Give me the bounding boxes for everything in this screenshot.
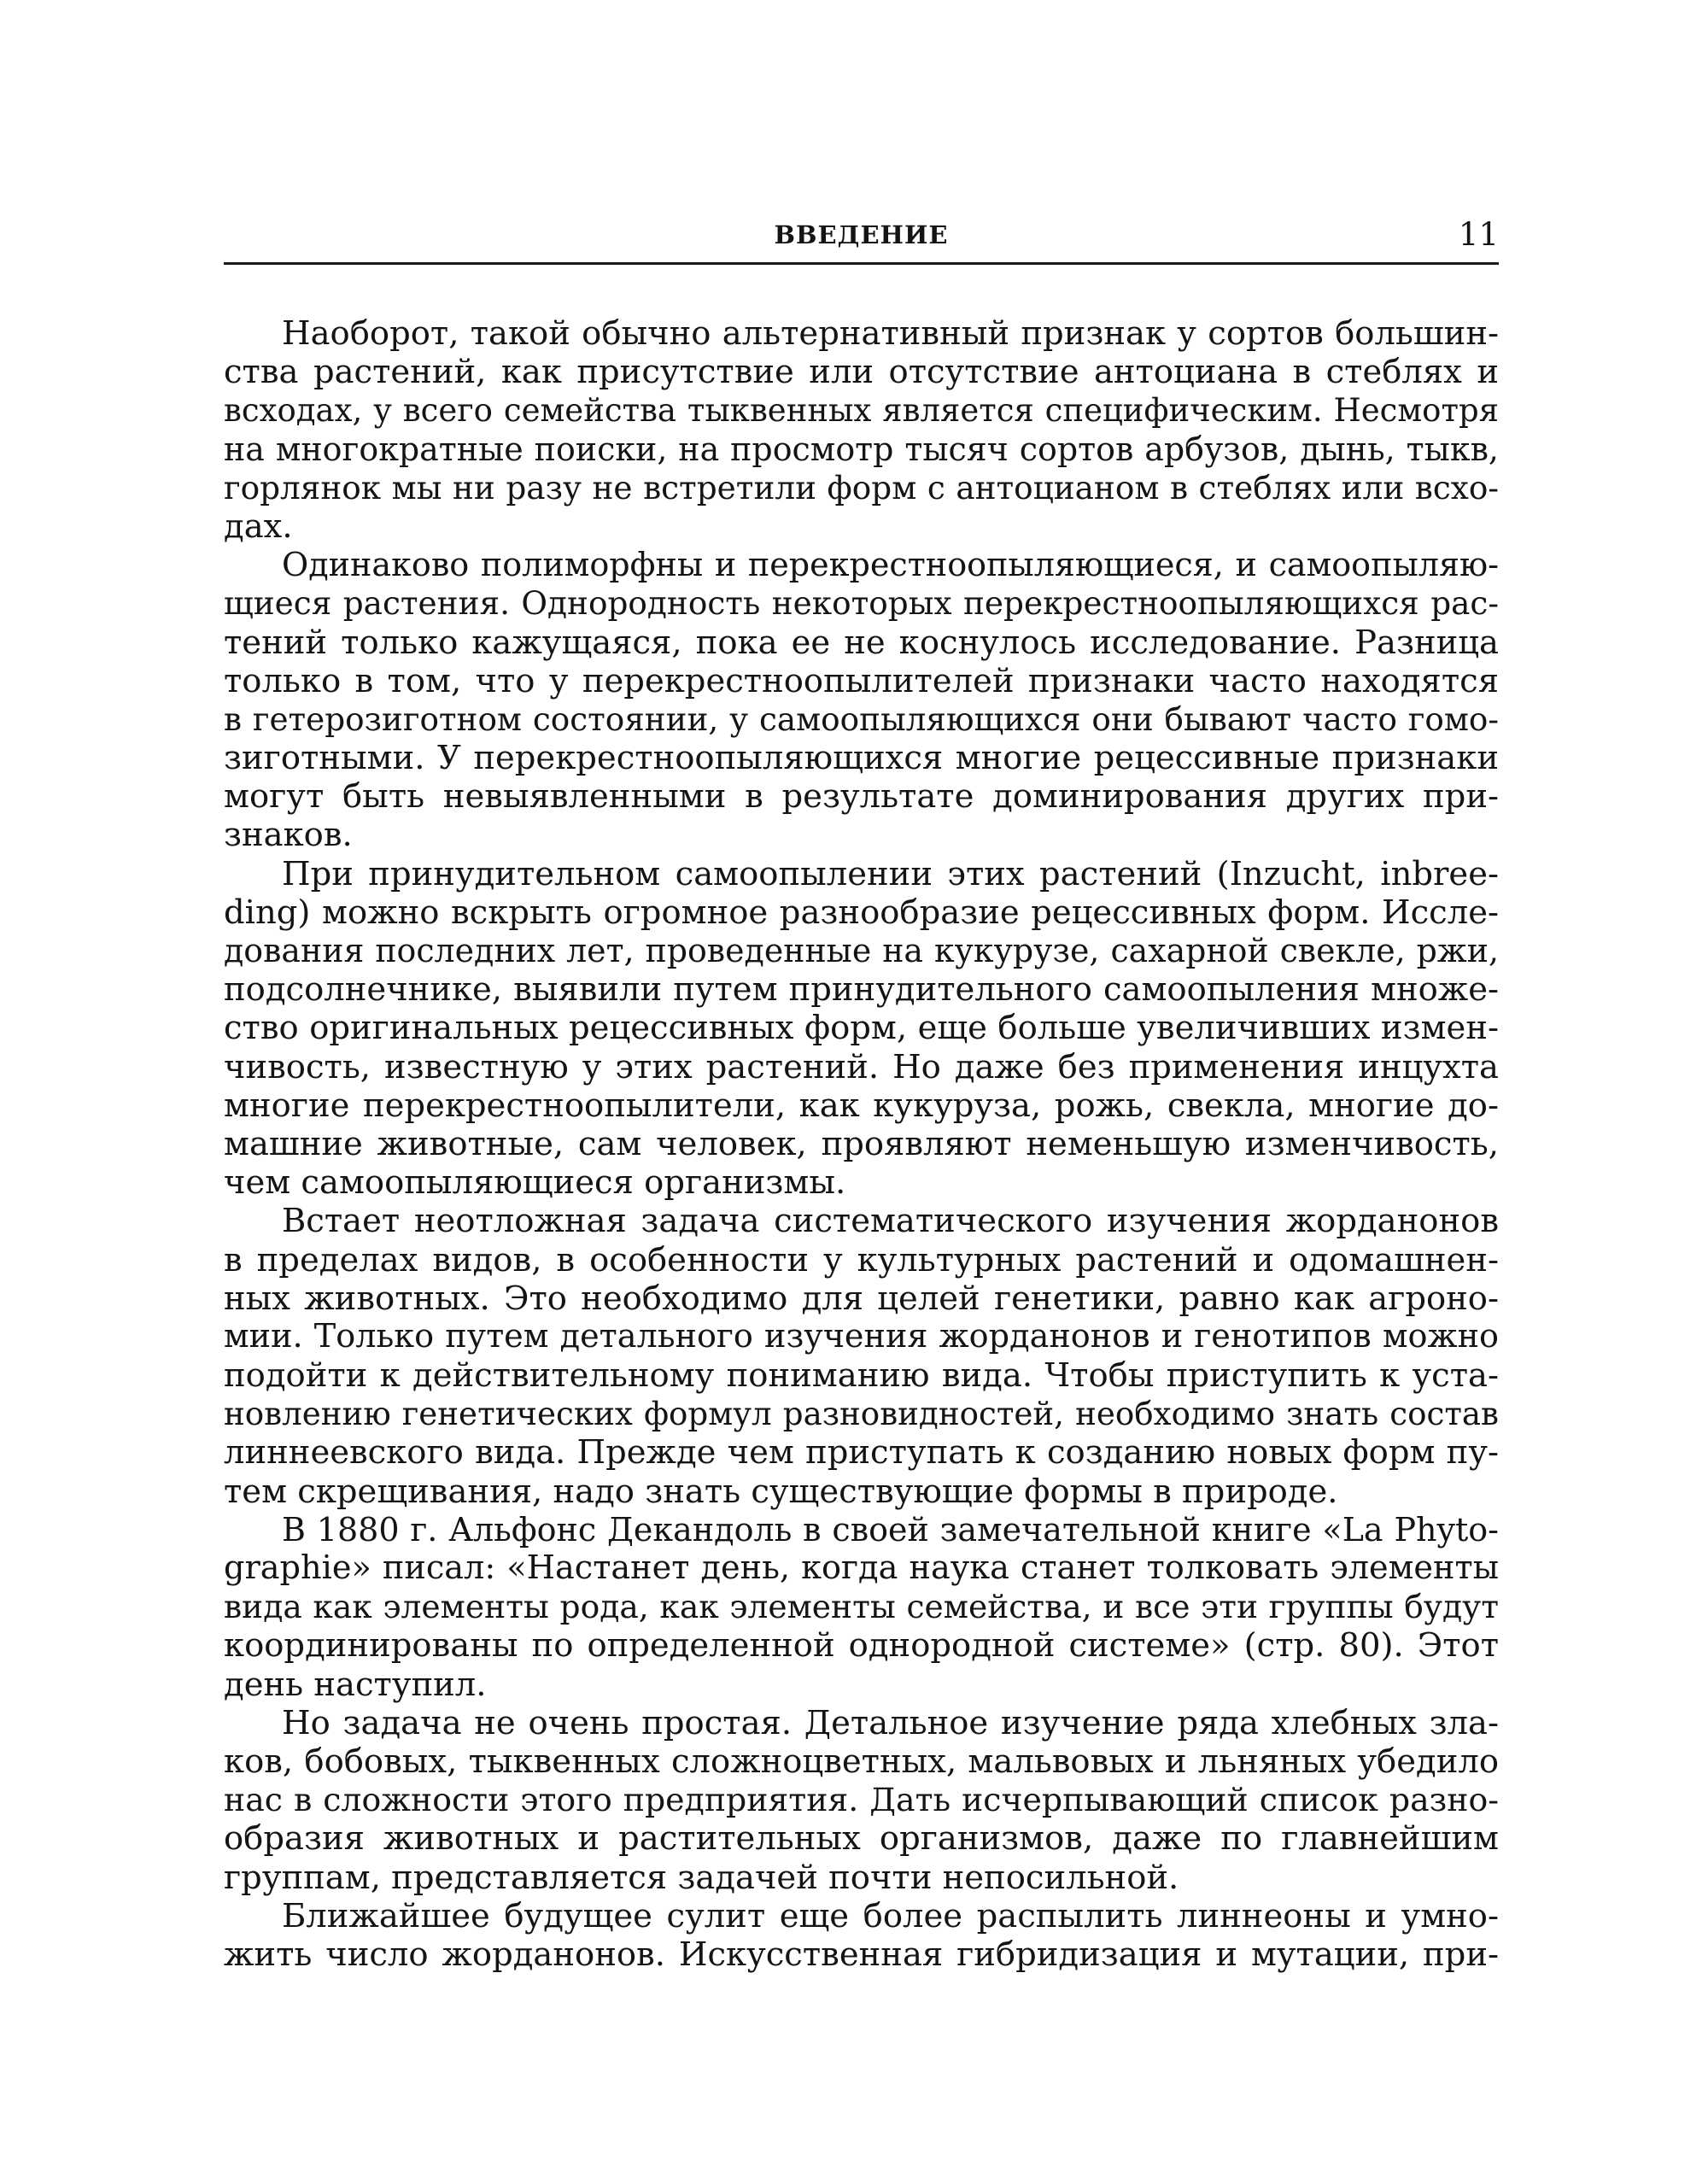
text-line: жить число жорданонов. Искусственная гибридизация и мутации, при- (224, 1935, 1499, 1974)
text-line: ства растений, как присутствие или отсутствие антоциана в стеблях и (224, 353, 1499, 392)
paragraph-3 (224, 855, 1499, 1203)
text-line: горлянок мы ни разу не встретили форм с антоцианом в стеблях или всхо- (224, 468, 1499, 506)
running-title: ВВЕДЕНИЕ (774, 220, 949, 249)
text-line: ding) можно вскрыть огромное разнообразие рецессивных форм. Иссле- (224, 893, 1499, 932)
text-line: могут быть невыявленными в результате доминирования других при- (224, 777, 1499, 817)
text-line: зиготными. У перекрестноопыляющихся многие рецессивные признаки (224, 739, 1499, 778)
paragraph-1 (224, 314, 1499, 546)
paragraph-4 (224, 1202, 1499, 1511)
text-line: ных животных. Это необходимо для целей генетики, равно как агроно- (224, 1279, 1499, 1318)
text-line: чивость, известную у этих растений. Но даже без применения инцухта (224, 1047, 1499, 1086)
text-line: В 1880 г. Альфонс Декандоль в своей замечательной книге «La Phyto- (282, 1510, 1499, 1549)
paragraph-6 (224, 1704, 1499, 1897)
text-line: подойти к действительному пониманию вида. Чтобы приступить к уста- (224, 1356, 1499, 1396)
text-line: многие перекрестноопылители, как кукуруза, рожь, свекла, многие до- (224, 1086, 1499, 1125)
text-line: тем скрещивания, надо знать существующие формы в природе. (224, 1472, 1338, 1511)
text-line: Наоборот, такой обычно альтернативный признак у сортов большин- (282, 314, 1499, 353)
text-line: тений только кажущаяся, пока ее не коснулось исследование. Разница (224, 623, 1499, 662)
text-line: в пределах видов, в особенности у культурных растений и одомашнен- (224, 1240, 1499, 1279)
page-number: 11 (1458, 216, 1499, 253)
text-line: образия животных и растительных организмов, даже по главнейшим (224, 1819, 1499, 1859)
text-line: graphie» писал: «Настанет день, когда наука станет толковать элементы (224, 1549, 1499, 1587)
text-line: дах. (224, 506, 293, 546)
text-line: только в том, что у перекрестноопылителей признаки часто находятся (224, 661, 1499, 700)
text-line: нас в сложности этого предприятия. Дать исчерпывающий список разно- (224, 1781, 1499, 1819)
text-line: группам, представляется задачей почти непосильной. (224, 1858, 1179, 1897)
text-line: на многократные поиски, на просмотр тысяч сортов арбузов, дынь, тыкв, (224, 430, 1499, 468)
text-line: подсолнечнике, выявили путем принудительного самоопыления множе- (224, 970, 1499, 1010)
text-line: вида как элементы рода, как элементы семейства, и все эти группы будут (224, 1588, 1499, 1626)
text-line: Встает неотложная задача систематического изучения жорданонов (282, 1202, 1499, 1241)
text-line: ков, бобовых, тыквенных сложноцветных, мальвовых и льняных убедило (224, 1742, 1499, 1781)
running-head (224, 214, 1499, 256)
text-line: в гетерозиготном состоянии, у самоопыляющихся они бывают часто гомо- (224, 700, 1499, 738)
text-line: Ближайшее будущее сулит еще более распылить линнеоны и умно- (282, 1896, 1499, 1935)
text-line: При принудительном самоопылении этих растений (Inzucht, inbree- (282, 854, 1499, 893)
text-line: дования последних лет, проведенные на кукурузе, сахарной свекле, ржи, (224, 932, 1499, 969)
body-text (224, 314, 1499, 1974)
text-line: ство оригинальных рецессивных форм, еще больше увеличивших измен- (224, 1009, 1499, 1048)
text-line: координированы по определенной однородной системе» (стр. 80). Этот (224, 1626, 1499, 1666)
text-line: всходах, у всего семейства тыквенных является специфическим. Несмотря (224, 392, 1499, 430)
paragraph-5 (224, 1511, 1499, 1704)
text-line: Одинаково полиморфны и перекрестноопыляющиеся, и самоопыляю- (282, 546, 1499, 584)
text-line: линнеевского вида. Прежде чем приступать к созданию новых форм пу- (224, 1433, 1499, 1472)
header-rule (224, 262, 1499, 265)
text-line: чем самоопыляющиеся организмы. (224, 1163, 846, 1203)
text-line: мии. Только путем детального изучения жорданонов и генотипов можно (224, 1317, 1499, 1355)
text-line: знаков. (224, 816, 353, 855)
text-line: новлению генетических формул разновидностей, необходимо знать состав (224, 1395, 1499, 1433)
text-line: машние животные, сам человек, проявляют неменьшую изменчивость, (224, 1124, 1499, 1163)
text-line: день наступил. (224, 1665, 487, 1704)
paragraph-2 (224, 546, 1499, 855)
paragraph-7 (224, 1897, 1499, 1974)
text-line: Но задача не очень простая. Детальное изучение ряда хлебных зла- (282, 1703, 1499, 1742)
text-line: щиеся растения. Однородность некоторых перекрестноопыляющихся рас- (224, 584, 1499, 623)
